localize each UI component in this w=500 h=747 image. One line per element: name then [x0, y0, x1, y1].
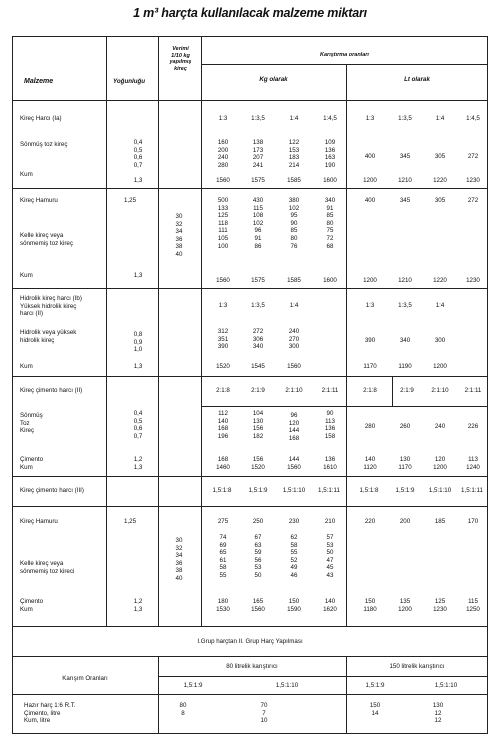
kg-values: 67 63 59 56 53 50 — [254, 534, 262, 579]
kum-value: 1230 — [466, 277, 480, 284]
material-label: Kum — [20, 363, 33, 370]
header-80: 80 litrelik karıştırıcı — [226, 663, 278, 670]
bottom-values: 168 1460 — [216, 456, 230, 471]
lt-value: 400 — [364, 153, 376, 160]
ratio-cell: 1,5:1:9 — [183, 682, 203, 689]
kum-value: 1560 — [287, 363, 301, 370]
kum-value: 1170 — [363, 363, 377, 370]
density-values: 0,8 0,9 1,0 — [133, 331, 143, 354]
kum-value: 1560 — [216, 177, 230, 184]
group-title: I.Grup harçtan II. Grup Harç Yapılması — [197, 638, 303, 645]
kum-value: 1200 — [363, 177, 377, 184]
lt-value: 340 — [399, 337, 411, 344]
ratio-cell: 1:3,5 — [251, 302, 265, 309]
bottom-values: 144 1560 — [287, 456, 301, 471]
ratio-cell: 1,5:1:10 — [275, 682, 299, 689]
ratio-cell: 1:3 — [365, 302, 375, 309]
kum-value: 1200 — [433, 363, 447, 370]
section-name: Kireç çimento harcı (III) — [20, 487, 84, 494]
lt-value: 400 — [364, 197, 376, 204]
material-label: Çimento Kum — [20, 598, 44, 613]
bottom-values: 113 1240 — [466, 456, 480, 471]
kum-value: 1600 — [323, 277, 337, 284]
ratio-cell: 1:4,5 — [466, 115, 480, 122]
bottom-values: 135 1200 — [398, 598, 412, 613]
kum-value: 1220 — [433, 177, 447, 184]
ratio-cell: 2:1:8 — [216, 387, 230, 394]
bottom-values: 165 1560 — [251, 598, 265, 613]
lt-value: 280 — [364, 423, 376, 430]
material-label: Kelle kireç veya sönmemiş toz kireç — [20, 232, 73, 247]
ratio-cell: 1:3,5 — [398, 302, 412, 309]
row-divider — [12, 188, 488, 189]
kum-value: 1210 — [398, 177, 412, 184]
kg-values: 112 140 168 196 — [217, 410, 229, 440]
ratio-cell: 1,5:1:9 — [365, 682, 385, 689]
density-value: 1,3 — [133, 363, 143, 370]
header-karistirma-oranlari: Karıştırma oranları — [320, 52, 369, 58]
col-divider — [201, 36, 202, 626]
row-divider — [201, 64, 488, 65]
top-value: 220 — [364, 518, 376, 525]
ratio-cell: 1:3 — [218, 302, 228, 309]
material-label: Çimento Kum — [20, 456, 44, 471]
ratio-cell: 1,5:1:11 — [461, 487, 483, 494]
lt-value: 345 — [399, 153, 411, 160]
top-value: 275 — [217, 518, 229, 525]
ratio-cell: 2:1:10 — [431, 387, 449, 394]
top-value: 185 — [434, 518, 446, 525]
bottom-values: 180 1530 — [216, 598, 230, 613]
kum-value: 1520 — [216, 363, 230, 370]
kum-value: 1230 — [466, 177, 480, 184]
kum-value: 1575 — [251, 177, 265, 184]
kg-values: 138 173 207 241 — [252, 139, 264, 169]
row-divider — [12, 626, 488, 627]
kum-value: 1585 — [287, 277, 301, 284]
kg-values: 240 270 300 — [288, 328, 300, 351]
kum-value: 1190 — [398, 363, 412, 370]
kg-values: 430 115 108 102 96 91 86 — [252, 197, 264, 250]
ratio-cell: 1:4 — [289, 115, 299, 122]
material-label: Sönmüş Toz Kireç — [20, 412, 43, 435]
kg-values: 122 153 183 214 — [288, 139, 300, 169]
header-yogunlugu: Yoğunluğu — [113, 78, 146, 85]
ratio-cell: 1:3,5 — [398, 115, 412, 122]
ratio-cell: 1:4 — [289, 302, 299, 309]
bottom-values: 136 1610 — [323, 456, 337, 471]
group-materials: Hazır harç 1:6 R.T. Çimento, litre Kum, litre — [24, 702, 76, 725]
ratio-cell: 1:3 — [218, 115, 228, 122]
row-divider — [201, 406, 488, 407]
material-label: Kum — [20, 272, 33, 279]
ratio-cell: 1,5:1:9 — [248, 487, 268, 494]
ratio-cell: 1:4,5 — [323, 115, 337, 122]
top-value: 170 — [467, 518, 479, 525]
ratio-cell: 1:3,5 — [251, 115, 265, 122]
section-name: Kireç çimento harcı (II) — [20, 387, 83, 394]
ratio-cell: 2:1:11 — [321, 387, 339, 394]
kum-value: 1200 — [363, 277, 377, 284]
row-divider — [12, 694, 488, 695]
top-value: 230 — [288, 518, 300, 525]
kg-values: 57 53 50 47 45 43 — [326, 534, 334, 579]
ratio-cell: 1,5:1:11 — [318, 487, 340, 494]
page-title: 1 m³ harçta kullanılacak malzeme miktarı — [133, 6, 367, 20]
lt-value: 226 — [467, 423, 479, 430]
density-values: 1,2 1,3 — [133, 598, 143, 613]
kg-values: 312 351 390 — [217, 328, 229, 351]
ratio-cell: 2:1:10 — [285, 387, 303, 394]
section-name: Hidrolik kireç harcı (Ib) Yüksek hidrolik kireç harcı (II) — [20, 295, 82, 318]
kg-values: 74 69 65 61 58 55 — [219, 534, 227, 579]
group-values: 70 7 10 — [260, 702, 268, 725]
material-label: Kum — [20, 171, 33, 178]
header-malzeme: Malzeme — [24, 78, 54, 85]
lt-value: 272 — [467, 197, 479, 204]
ratio-cell: 1:4 — [435, 302, 445, 309]
header-verimi: Verimi 1/10 kg yapılmış kireç — [169, 46, 192, 72]
bottom-values: 120 1200 — [433, 456, 447, 471]
top-value: 210 — [324, 518, 336, 525]
lt-value: 260 — [399, 423, 411, 430]
header-kg-olarak: Kg olarak — [259, 76, 288, 83]
density-value: 1,3 — [133, 177, 143, 184]
kg-values: 500 133 125 118 111 105 100 — [217, 197, 229, 250]
lt-value: 300 — [434, 337, 446, 344]
bottom-values: 150 1180 — [363, 598, 377, 613]
row-divider — [12, 656, 488, 657]
kg-values: 96 120 144 168 — [288, 412, 300, 442]
section-name: Kireç Hamuru — [20, 518, 58, 525]
kg-values: 109 136 163 190 — [324, 139, 336, 169]
lt-value: 390 — [364, 337, 376, 344]
lt-value: 305 — [434, 197, 446, 204]
col-divider — [158, 36, 159, 626]
bottom-values: 140 1620 — [323, 598, 337, 613]
header-150: 150 litrelik karıştırıcı — [389, 663, 445, 670]
density-values: 0,4 0,5 0,6 0,7 — [133, 410, 143, 440]
group-values: 130 12 12 — [432, 702, 444, 725]
kg-values: 340 91 85 80 75 72 68 — [324, 197, 336, 250]
density-values: 1,2 1,3 — [133, 456, 143, 471]
header-lt-olarak: Lt olarak — [404, 76, 430, 83]
material-label: Kelle kireç veya sönmemiş toz kireci — [20, 560, 75, 575]
ratio-cell: 1,5:1:8 — [212, 487, 232, 494]
ratio-cell: 1,5:1:10 — [428, 487, 452, 494]
lt-value: 272 — [467, 153, 479, 160]
kum-value: 1600 — [323, 177, 337, 184]
kg-values: 104 130 156 182 — [252, 410, 264, 440]
section-name: Kireç Hamuru — [20, 197, 58, 204]
ratio-cell: 1,5:1:8 — [359, 487, 379, 494]
ratio-cell: 2:1:9 — [400, 387, 414, 394]
row-divider — [12, 506, 488, 507]
kum-value: 1220 — [433, 277, 447, 284]
row-divider — [158, 676, 488, 677]
ratio-cell: 1,5:1:9 — [395, 487, 415, 494]
section-name: Kireç Harcı (Ia) — [20, 115, 62, 122]
group-values: 150 14 — [369, 702, 381, 717]
bottom-values: 115 1250 — [466, 598, 480, 613]
row-divider — [12, 376, 488, 377]
bottom-values: 130 1170 — [398, 456, 412, 471]
ratio-cell: 1,5:1:10 — [282, 487, 306, 494]
bottom-values: 156 1520 — [251, 456, 265, 471]
top-value: 200 — [399, 518, 411, 525]
material-label: Sönmüş toz kireç — [20, 141, 68, 148]
kg-values: 160 200 240 280 — [217, 139, 229, 169]
ratio-cell: 1:4 — [435, 115, 445, 122]
lt-value: 305 — [434, 153, 446, 160]
kg-values: 380 102 95 90 85 80 76 — [288, 197, 300, 250]
kum-value: 1575 — [251, 277, 265, 284]
density-values: 0,4 0,5 0,6 0,7 — [133, 139, 143, 169]
lt-value: 345 — [399, 197, 411, 204]
ratio-cell: 1:3 — [365, 115, 375, 122]
kg-values: 272 306 340 — [252, 328, 264, 351]
ratio-cell: 1,5:1:10 — [434, 682, 458, 689]
bottom-values: 150 1590 — [287, 598, 301, 613]
kum-value: 1545 — [251, 363, 265, 370]
bottom-values: 125 1230 — [433, 598, 447, 613]
karisim-label: Karışım Oranları — [62, 675, 108, 682]
density-value: 1,3 — [133, 272, 143, 279]
col-divider — [106, 36, 107, 626]
kum-value: 1210 — [398, 277, 412, 284]
row-divider — [12, 288, 488, 289]
row-divider — [12, 476, 488, 477]
kum-value: 1560 — [216, 277, 230, 284]
ratio-cell: 2:1:8 — [363, 387, 377, 394]
group-values: 80 8 — [179, 702, 187, 717]
density-value: 1,25 — [123, 518, 137, 525]
kg-values: 90 113 136 158 — [324, 410, 336, 440]
ratio-cell: 2:1:11 — [464, 387, 482, 394]
verim-values: 30 32 34 36 38 40 — [175, 213, 183, 258]
kum-value: 1585 — [287, 177, 301, 184]
verim-values: 30 32 34 36 38 40 — [175, 537, 183, 582]
row-divider — [12, 100, 488, 101]
ratio-cell: 2:1:9 — [251, 387, 265, 394]
material-label: Hidrolik veya yüksek hidrolik kireç — [20, 329, 77, 344]
kg-values: 62 58 55 52 49 46 — [290, 534, 298, 579]
lt-value: 240 — [434, 423, 446, 430]
top-value: 250 — [252, 518, 264, 525]
density-value: 1,25 — [123, 197, 137, 204]
bottom-values: 140 1120 — [363, 456, 377, 471]
